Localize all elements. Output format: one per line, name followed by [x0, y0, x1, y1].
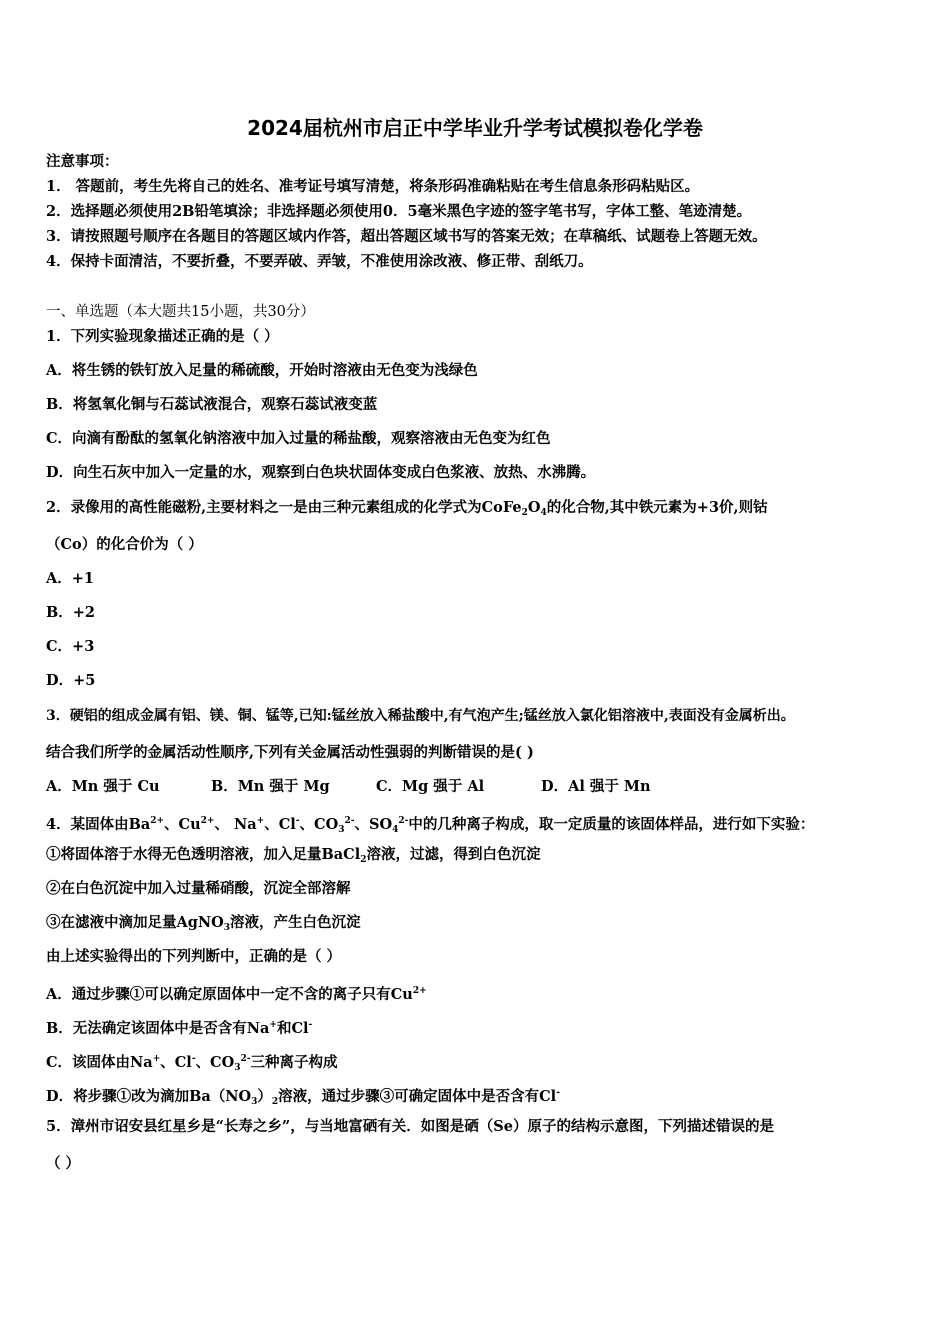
- q4-superscript: 2-: [398, 816, 409, 826]
- q4-option-text: 溶液，通过步骤③可确定固体中是否含有Cl: [278, 1088, 557, 1105]
- q4-superscript: +: [152, 1054, 161, 1064]
- q4-subscript: 3: [251, 1097, 258, 1107]
- q2-stem-part: O: [527, 499, 541, 516]
- q4-step-text: ③在滤液中滴加足量AgNO: [46, 914, 224, 931]
- question-3-option-c: C．Mg 强于 Al: [376, 778, 485, 795]
- question-3-stem-line2: 结合我们所学的金属活动性顺序,下列有关金属活动性强弱的判断错误的是( ): [46, 744, 534, 761]
- question-4-option-d: [46, 1083, 560, 1112]
- q4-option-text: 和Cl: [276, 1020, 309, 1037]
- notice-item: 4．保持卡面清洁，不要折叠，不要弄破、弄皱，不准使用涂改液、修正带、刮纸刀。: [46, 253, 593, 270]
- q4-step-text: ①将固体溶于水得无色透明溶液，加入足量BaCl: [46, 846, 361, 863]
- question-1-option-c: C．向滴有酚酞的氢氧化钠溶液中加入过量的稀盐酸，观察溶液由无色变为红色: [46, 430, 551, 447]
- q4-subscript: 2: [271, 1097, 279, 1107]
- q4-option-text: B．无法确定该固体中是否含有Na: [46, 1020, 270, 1037]
- q4-text: 、Cu: [164, 816, 201, 833]
- question-2-stem: [46, 498, 768, 523]
- notice-item: 2．选择题必须使用2B铅笔填涂；非选择题必须使用0．5毫米黑色字迹的签字笔书写，字体工整、笔迹清楚。: [46, 203, 752, 220]
- question-3-stem: 3．硬铝的组成金属有铝、镁、铜、锰等,已知:锰丝放入稀盐酸中,有气泡产生;锰丝放入氯化铝溶液中,表面没有金属析出。: [46, 708, 795, 724]
- question-1-stem: 1．下列实验现象描述正确的是（ ）: [46, 328, 279, 345]
- question-3-option-d: D．Al 强于 Mn: [541, 778, 651, 795]
- q2-subscript: 4: [540, 508, 547, 518]
- question-5-stem: 5．漳州市诏安县红星乡是“长寿之乡”，与当地富硒有关．如图是硒（Se）原子的结构示意图，下列描述错误的是: [46, 1118, 774, 1135]
- q4-text: 、CO: [299, 816, 339, 833]
- q4-option-text: A．通过步骤①可以确定原固体中一定不含的离子只有Cu: [46, 986, 413, 1003]
- q2-stem-part: 2．录像用的高性能磁粉,主要材料之一是由三种元素组成的化学式为CoFe: [46, 499, 522, 516]
- q4-option-text: 、CO: [195, 1054, 235, 1071]
- q4-option-text: ）: [257, 1088, 272, 1105]
- q4-text: 、 Na: [214, 816, 257, 833]
- q4-subscript: 3: [234, 1063, 241, 1073]
- question-4-step-3: [46, 913, 361, 938]
- question-2-option-b: B．+2: [46, 604, 95, 621]
- q4-text: 中的几种离子构成，取一定质量的该固体样品，进行如下实验：: [408, 816, 815, 833]
- notice-heading: 注意事项：: [46, 153, 119, 170]
- q4-superscript: +: [269, 1020, 277, 1030]
- question-1-option-d: D．向生石灰中加入一定量的水，观察到白色块状固体变成白色浆液、放热、水沸腾。: [46, 464, 596, 481]
- notice-item: 3．请按照题号顺序在各题目的答题区域内作答，超出答题区域书写的答案无效；在草稿纸、试题卷上答题无效。: [46, 228, 767, 245]
- section-heading: 一、单选题（本大题共15小题，共30分）: [46, 304, 315, 320]
- question-3-option-a: A．Mn 强于 Cu: [46, 778, 160, 795]
- question-4-question: 由上述实验得出的下列判断中，正确的是（ ）: [46, 948, 342, 965]
- q4-superscript: +: [256, 816, 265, 826]
- q4-subscript: 2: [360, 855, 367, 865]
- q4-superscript: 2+: [150, 816, 165, 826]
- question-4-option-c: [46, 1049, 338, 1078]
- q4-step-text: 溶液，产生白色沉淀: [230, 914, 361, 931]
- question-4-step-2: ②在白色沉淀中加入过量稀硝酸，沉淀全部溶解: [46, 880, 351, 897]
- question-2-option-a: A．+1: [46, 570, 94, 587]
- q4-text: 4．某固体由Ba: [46, 816, 151, 833]
- question-1-option-a: A．将生锈的铁钉放入足量的稀硫酸，开始时溶液由无色变为浅绿色: [46, 362, 478, 379]
- q2-subscript: 2: [521, 508, 528, 518]
- q4-step-text: 溶液，过滤，得到白色沉淀: [366, 846, 541, 863]
- q4-text: 、Cl: [264, 816, 296, 833]
- q4-text: 、SO: [354, 816, 393, 833]
- question-4-step-1: [46, 845, 540, 870]
- question-2-stem-line2: （Co）的化合价为（ ）: [46, 536, 203, 553]
- q4-superscript: -: [191, 1054, 196, 1064]
- q2-stem-part: 的化合物,其中铁元素为+3价,则钴: [546, 499, 768, 516]
- q4-option-text: C．该固体由Na: [46, 1054, 153, 1071]
- question-3-option-b: B．Mn 强于 Mg: [211, 778, 330, 795]
- q4-subscript: 4: [392, 825, 399, 835]
- page-title: 2024届杭州市启正中学毕业升学考试模拟卷化学卷: [247, 116, 703, 140]
- q4-superscript: 2+: [200, 816, 215, 826]
- question-5-stem-line2: （ ）: [46, 1155, 81, 1172]
- question-4-option-b: [46, 1015, 312, 1039]
- q4-superscript: -: [556, 1088, 560, 1098]
- question-3-options: [46, 777, 651, 797]
- notice-item: 1． 答题前，考生先将自己的姓名、准考证号填写清楚，将条形码准确粘贴在考生信息条形码粘贴区。: [46, 178, 700, 195]
- q4-superscript: 2+: [412, 986, 427, 996]
- q4-superscript: -: [295, 816, 300, 826]
- question-1-option-b: B．将氢氧化铜与石蕊试液混合，观察石蕊试液变蓝: [46, 396, 378, 413]
- q4-superscript: 2-: [344, 816, 355, 826]
- q4-option-text: D．将步骤①改为滴加Ba（NO: [46, 1088, 252, 1105]
- q4-subscript: 3: [338, 825, 345, 835]
- q4-superscript: -: [308, 1020, 313, 1030]
- q4-option-text: 三种离子构成: [250, 1054, 338, 1071]
- question-2-option-c: C．+3: [46, 638, 95, 655]
- question-4-option-a: [46, 981, 427, 1005]
- question-2-option-d: D．+5: [46, 672, 96, 689]
- question-4-stem: [46, 811, 814, 840]
- q4-option-text: 、Cl: [160, 1054, 192, 1071]
- q4-subscript: 3: [223, 923, 231, 933]
- q4-superscript: 2-: [240, 1054, 251, 1064]
